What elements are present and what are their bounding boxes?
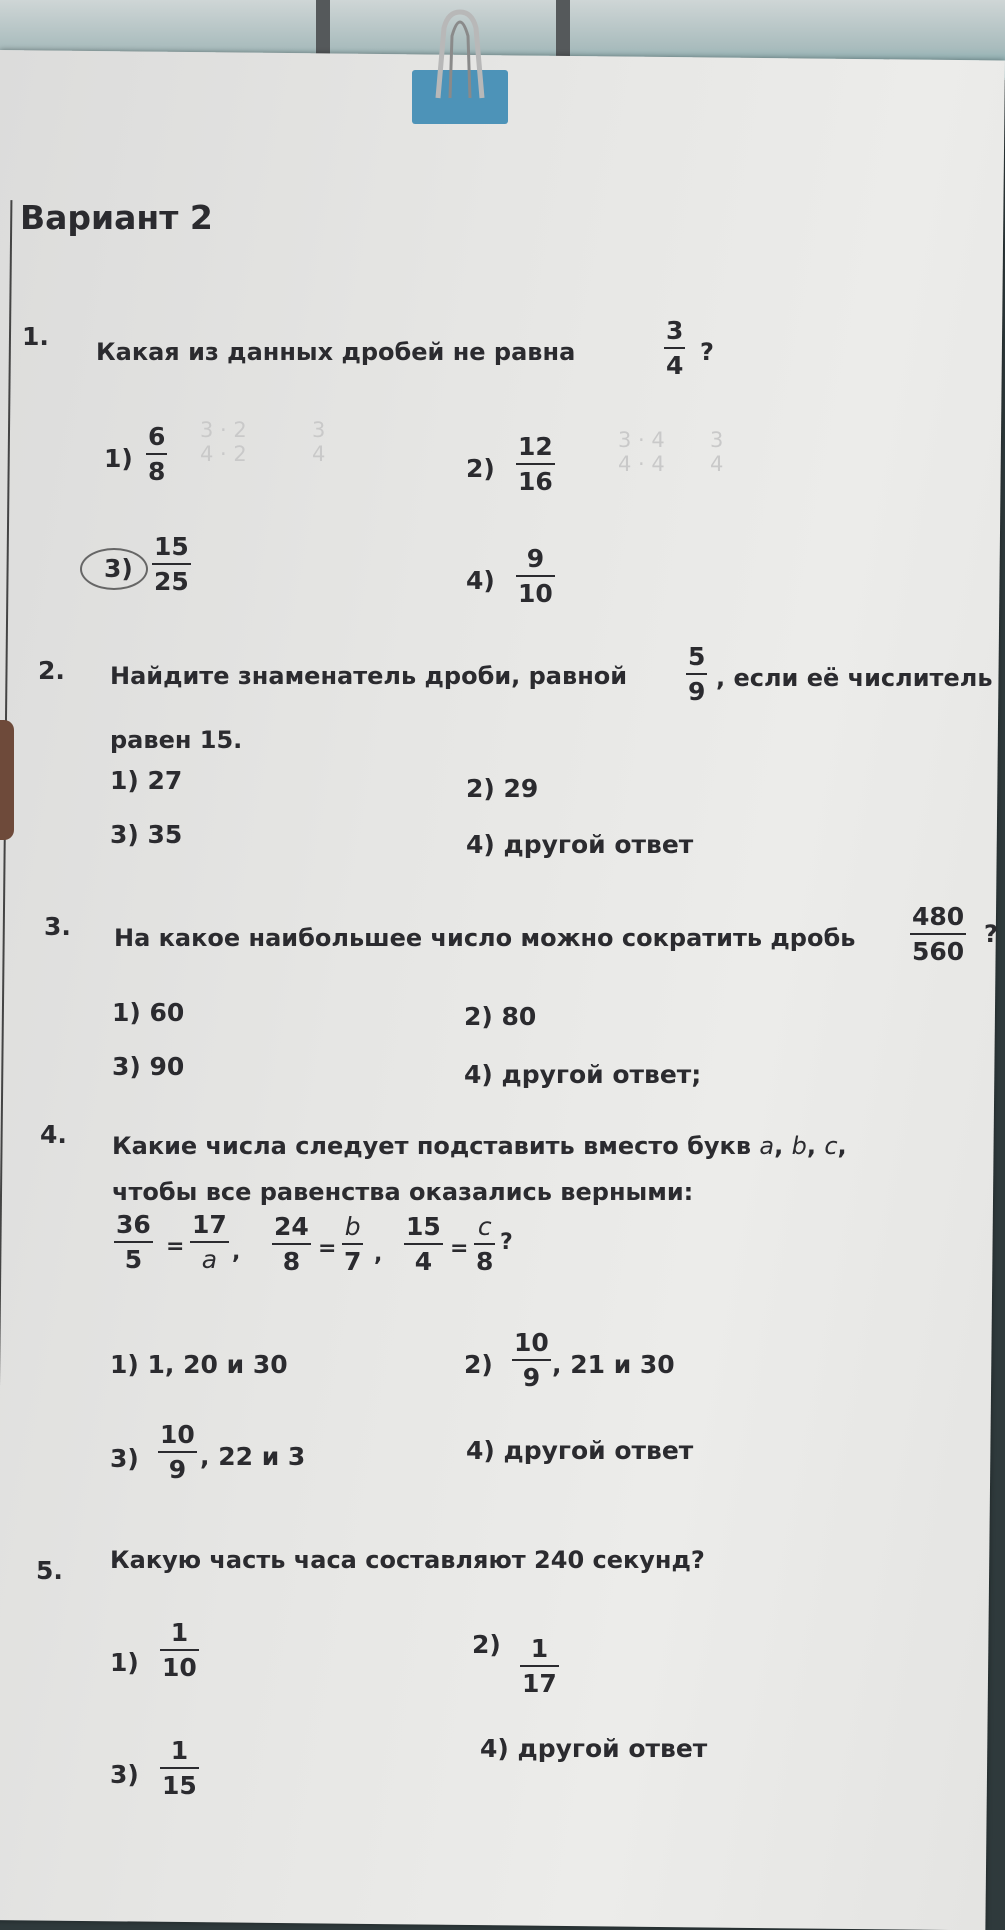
q4-option-2-fraction: $\frac{10}{9}$ xyxy=(514,1328,549,1392)
comma: , xyxy=(232,1240,241,1265)
q5-option-2-fraction: $\frac{1}{17}$ xyxy=(522,1634,557,1698)
q2-option-2: 2) 29 xyxy=(466,774,539,803)
question-1-fraction: $\frac{3}{4}$ xyxy=(666,316,684,380)
q1-option-4-fraction: $\frac{9}{10}$ xyxy=(518,544,553,608)
question-4-text: Какие числа следует подставить вместо букв a, b, c, xyxy=(112,1132,847,1160)
equation-2-right: $\frac{b}{7}$ xyxy=(344,1212,362,1276)
q4-option-3-rest: , 22 и 3 xyxy=(200,1442,306,1471)
q3-option-4: 4) другой ответ; xyxy=(464,1060,702,1089)
question-2-number: 2. xyxy=(38,656,65,685)
q1-option-1-fraction: $\frac{6}{8}$ xyxy=(148,422,166,486)
q1-option-3-label: 3) xyxy=(104,554,133,583)
q1-option-1-label: 1) xyxy=(104,444,133,473)
q4-option-3-fraction: $\frac{10}{9}$ xyxy=(160,1420,195,1484)
worksheet-page xyxy=(0,50,1005,1930)
q3-option-1: 1) 60 xyxy=(112,998,185,1027)
question-1-mark: ? xyxy=(700,338,714,366)
q5-option-2-label: 2) xyxy=(472,1630,501,1659)
q5-option-3-label: 3) xyxy=(110,1760,139,1789)
q3-option-2: 2) 80 xyxy=(464,1002,537,1031)
question-1-number: 1. xyxy=(22,322,49,351)
equals-sign: = xyxy=(318,1236,337,1261)
question-3-number: 3. xyxy=(44,912,71,941)
pencil-note: 3 · 4 4 · 4 xyxy=(618,428,665,476)
q2-option-4: 4) другой ответ xyxy=(466,830,694,859)
equals-sign: = xyxy=(166,1234,185,1259)
pencil-note: 3 4 xyxy=(312,418,326,466)
q1-option-2-fraction: $\frac{12}{16}$ xyxy=(518,432,553,496)
comma: , xyxy=(374,1242,383,1267)
equals-sign: = xyxy=(450,1236,469,1261)
question-3-text: На какое наибольшее число можно сократить дробь xyxy=(114,924,856,952)
question-4-text-line2: чтобы все равенства оказались верными: xyxy=(112,1178,694,1206)
question-2-text-line2: равен 15. xyxy=(110,726,243,754)
q1-option-4-label: 4) xyxy=(466,566,495,595)
q5-option-1-label: 1) xyxy=(110,1648,139,1677)
background-post xyxy=(316,0,330,60)
equation-1-left: $\frac{36}{5}$ xyxy=(116,1210,151,1274)
q5-option-4: 4) другой ответ xyxy=(480,1734,708,1763)
question-5-number: 5. xyxy=(36,1556,63,1585)
question-1-text: Какая из данных дробей не равна xyxy=(96,338,576,366)
question-2-text: Найдите знаменатель дроби, равной xyxy=(110,662,628,690)
q4-option-2-label: 2) xyxy=(464,1350,493,1379)
equation-2-left: $\frac{24}{8}$ xyxy=(274,1212,309,1276)
q4-option-2-rest: , 21 и 30 xyxy=(552,1350,675,1379)
q2-option-3: 3) 35 xyxy=(110,820,183,849)
q3-option-3: 3) 90 xyxy=(112,1052,185,1081)
pencil-note: 3 · 2 4 · 2 xyxy=(200,418,247,466)
question-3-mark: ? xyxy=(984,920,998,948)
pencil-note: 3 4 xyxy=(710,428,724,476)
question-4-number: 4. xyxy=(40,1120,67,1149)
q1-option-2-label: 2) xyxy=(466,454,495,483)
q4-option-3-label: 3) xyxy=(110,1444,139,1473)
question-2-fraction: $\frac{5}{9}$ xyxy=(688,642,706,706)
background-post xyxy=(556,0,570,60)
equation-3-right: $\frac{c}{8}$ xyxy=(476,1212,494,1276)
page-title: Вариант 2 xyxy=(20,198,213,237)
question-5-text: Какую часть часа составляют 240 секунд? xyxy=(110,1546,705,1574)
equation-3-left: $\frac{15}{4}$ xyxy=(406,1212,441,1276)
question-mark: ? xyxy=(500,1230,513,1255)
binder-clip-wire xyxy=(430,8,490,100)
page-edge-shadow xyxy=(0,720,14,840)
equation-1-right: $\frac{17}{a}$ xyxy=(192,1210,227,1274)
q1-option-3-fraction: $\frac{15}{25}$ xyxy=(154,532,189,596)
question-3-fraction: $\frac{480}{560}$ xyxy=(912,902,965,966)
margin-line xyxy=(0,200,12,1900)
q4-option-1: 1) 1, 20 и 30 xyxy=(110,1350,288,1379)
q2-option-1: 1) 27 xyxy=(110,766,183,795)
q5-option-1-fraction: $\frac{1}{10}$ xyxy=(162,1618,197,1682)
q4-option-4: 4) другой ответ xyxy=(466,1436,694,1465)
question-2-text-cont: , если её числитель xyxy=(716,664,993,692)
q5-option-3-fraction: $\frac{1}{15}$ xyxy=(162,1736,197,1800)
